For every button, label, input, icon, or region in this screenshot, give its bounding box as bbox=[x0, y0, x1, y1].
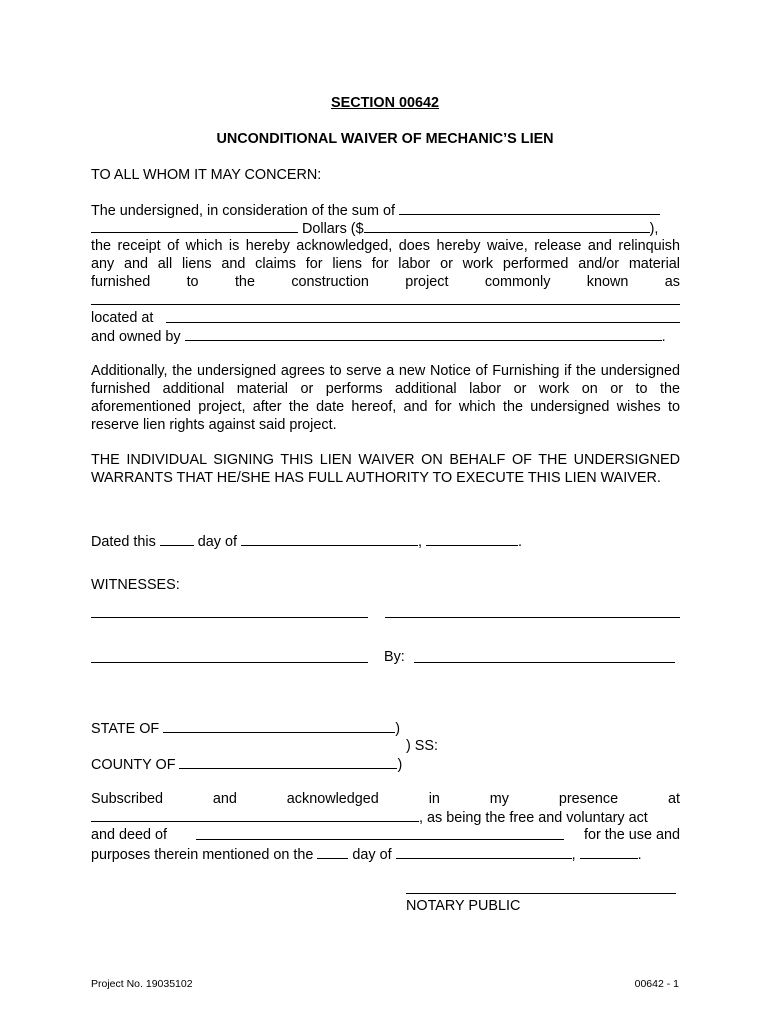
dollars-close: ), bbox=[649, 221, 659, 237]
word: to bbox=[186, 274, 199, 290]
paren: ) bbox=[395, 721, 401, 737]
notary-year-blank[interactable] bbox=[580, 845, 638, 859]
word: commonly bbox=[484, 274, 551, 290]
state-blank[interactable] bbox=[163, 719, 395, 733]
waiver-line-1 bbox=[91, 201, 660, 220]
deed-of-label: and deed of bbox=[91, 827, 168, 843]
word: Subscribed bbox=[91, 791, 163, 807]
deed-of-line bbox=[91, 826, 680, 844]
location-subscribed-blank[interactable] bbox=[91, 808, 419, 822]
word: construction bbox=[291, 274, 369, 290]
dated-line bbox=[91, 532, 522, 551]
word: my bbox=[489, 791, 509, 807]
county-of-label: COUNTY OF bbox=[91, 757, 176, 773]
comma: , bbox=[418, 534, 422, 550]
waiver-line-3: the receipt of which is hereby acknowledged, does hereby waive, release and relinquish bbox=[91, 238, 680, 254]
day-blank[interactable] bbox=[160, 532, 194, 546]
salutation: TO ALL WHOM IT MAY CONCERN: bbox=[91, 167, 322, 183]
subscribed-line bbox=[91, 790, 680, 808]
ss-label: ) SS: bbox=[406, 738, 438, 754]
owned-by-line bbox=[91, 327, 666, 346]
witnesses-label: WITNESSES: bbox=[91, 577, 180, 593]
purposes-label: purposes therein mentioned on the bbox=[91, 847, 314, 863]
period: . bbox=[661, 329, 666, 345]
word: the bbox=[234, 274, 255, 290]
notary-signature-line[interactable] bbox=[406, 893, 676, 894]
waiver-line-5 bbox=[91, 273, 680, 291]
waiver-intro-text: The undersigned, in consideration of the sum of bbox=[91, 203, 395, 219]
sum-words-blank-continued[interactable] bbox=[91, 219, 298, 233]
notary-month-blank[interactable] bbox=[396, 845, 572, 859]
footer-page-number: 00642 - 1 bbox=[634, 978, 679, 990]
comma: , bbox=[571, 847, 576, 863]
word: furnished bbox=[91, 274, 151, 290]
state-of-line bbox=[91, 719, 400, 738]
waiver-line-2 bbox=[91, 219, 658, 238]
dollars-label: Dollars ($ bbox=[302, 221, 364, 237]
day-of-label: day of bbox=[197, 534, 237, 550]
notary-day-blank[interactable] bbox=[317, 845, 348, 859]
location-blank[interactable] bbox=[166, 322, 680, 323]
county-blank[interactable] bbox=[179, 755, 397, 769]
free-act-line bbox=[91, 808, 648, 827]
owned-by-label: and owned by bbox=[91, 329, 181, 345]
project-name-blank[interactable] bbox=[91, 304, 680, 305]
word: project bbox=[405, 274, 449, 290]
deed-party-blank[interactable] bbox=[196, 826, 564, 840]
month-blank[interactable] bbox=[241, 532, 418, 546]
for-use-label: for the use and bbox=[583, 827, 680, 843]
word: as bbox=[664, 274, 680, 290]
period: . bbox=[637, 847, 642, 863]
by-signature-line[interactable] bbox=[414, 662, 675, 663]
notary-public-label: NOTARY PUBLIC bbox=[406, 898, 521, 914]
word: known bbox=[586, 274, 629, 290]
word: and bbox=[212, 791, 237, 807]
free-act-text: , as being the free and voluntary act bbox=[419, 810, 648, 826]
by-label: By: bbox=[384, 649, 405, 665]
section-heading: SECTION 00642 bbox=[331, 95, 439, 111]
located-at-label: located at bbox=[91, 310, 154, 326]
word: at bbox=[667, 791, 680, 807]
waiver-line-4: any and all liens and claims for liens for labor or work performed and/or material bbox=[91, 256, 680, 272]
witness-1-signature-line[interactable] bbox=[91, 617, 368, 618]
word: in bbox=[428, 791, 440, 807]
additional-paragraph: Additionally, the undersigned agrees to serve a new Notice of Furnishing if the undersigned furnished additional material or performs additional labor or work on or to the aforementioned project, after the date hereof, and for which the undersigned wishes to reserve lien rights against said project. bbox=[91, 363, 680, 433]
year-blank[interactable] bbox=[426, 532, 518, 546]
dated-label: Dated this bbox=[91, 534, 156, 550]
state-of-label: STATE OF bbox=[91, 721, 160, 737]
warranty-paragraph: THE INDIVIDUAL SIGNING THIS LIEN WAIVER ON BEHALF OF THE UNDERSIGNED WARRANTS THAT HE/SHE HAS FULL AUTHORITY TO EXECUTE THIS LIEN WAIVER. bbox=[91, 452, 680, 486]
signer-company-line[interactable] bbox=[385, 617, 680, 618]
document-title: UNCONDITIONAL WAIVER OF MECHANIC’S LIEN bbox=[216, 131, 554, 147]
witness-2-signature-line[interactable] bbox=[91, 662, 368, 663]
word: acknowledged bbox=[286, 791, 379, 807]
purposes-line bbox=[91, 845, 642, 864]
word: presence bbox=[558, 791, 619, 807]
period: . bbox=[518, 534, 522, 550]
dollar-amount-blank[interactable] bbox=[364, 219, 650, 233]
county-of-line bbox=[91, 755, 402, 774]
owner-blank[interactable] bbox=[185, 327, 662, 341]
sum-words-blank[interactable] bbox=[399, 201, 660, 215]
footer-project-number: Project No. 19035102 bbox=[91, 978, 193, 990]
day-of-label: day of bbox=[352, 847, 392, 863]
paren: ) bbox=[397, 757, 403, 773]
